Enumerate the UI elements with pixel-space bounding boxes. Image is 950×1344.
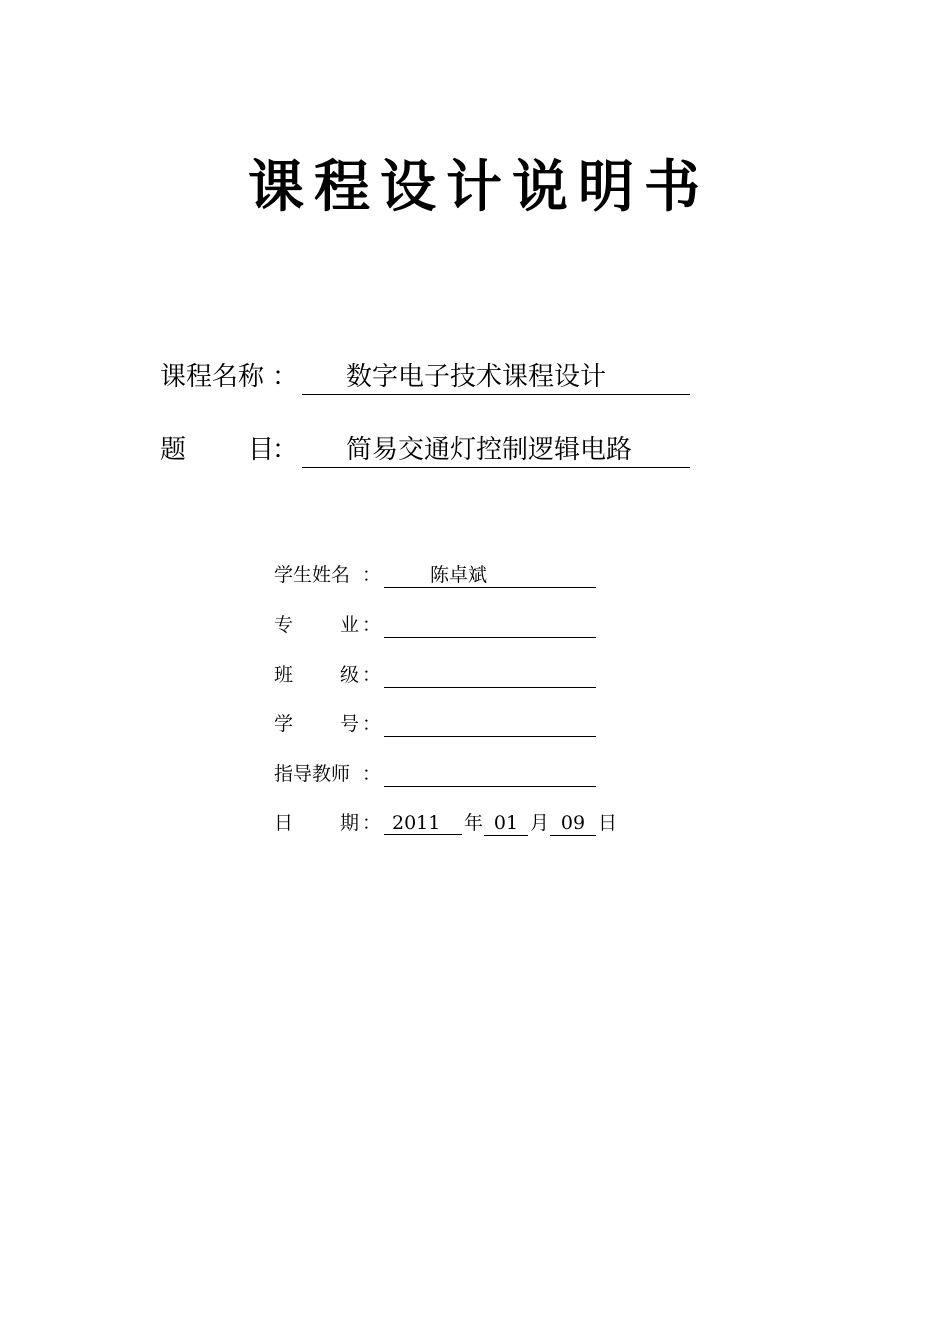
major-field[interactable] — [384, 611, 596, 638]
date-day-field[interactable]: 09 — [550, 809, 596, 836]
date-label-first: 日 — [274, 812, 294, 834]
topic-row — [160, 432, 700, 468]
student-name-colon: ： — [362, 564, 382, 586]
date-year-unit: 年 — [464, 812, 484, 834]
advisor-colon: ： — [362, 763, 382, 785]
major-label-first: 专 — [274, 614, 294, 636]
course-name-row — [160, 359, 700, 395]
advisor-field[interactable] — [384, 760, 596, 787]
topic-field[interactable] — [302, 432, 690, 468]
page-title: 课程设计说明书 — [248, 155, 710, 220]
student-name-value: 陈卓斌 — [430, 564, 488, 586]
class-label-first: 班 — [274, 664, 294, 686]
major-label-second: 业 — [340, 614, 360, 636]
student-id-label-second: 号 — [340, 713, 360, 735]
advisor-label: 指导教师 — [274, 763, 351, 785]
class-row — [274, 661, 614, 689]
course-name-label: 课程名称 — [160, 362, 265, 392]
student-id-row — [274, 710, 614, 738]
date-year-field[interactable]: 2011 — [384, 809, 462, 835]
date-row — [274, 809, 634, 837]
class-field[interactable] — [384, 661, 596, 688]
topic-label-second: 目 — [248, 435, 275, 465]
date-colon: ： — [362, 812, 382, 834]
student-id-field[interactable] — [384, 710, 596, 737]
date-day-unit: 日 — [598, 812, 618, 834]
student-id-label-first: 学 — [274, 713, 294, 735]
advisor-row — [274, 760, 614, 788]
student-name-label: 学生姓名 — [274, 564, 351, 586]
date-label-second: 期 — [340, 812, 360, 834]
class-colon: ： — [362, 664, 382, 686]
course-name-value: 数字电子技术课程设计 — [346, 362, 607, 392]
course-name-field[interactable] — [302, 359, 690, 395]
class-label-second: 级 — [340, 664, 360, 686]
topic-label-first: 题 — [160, 435, 187, 465]
date-month-unit: 月 — [530, 812, 550, 834]
topic-value: 简易交通灯控制逻辑电路 — [346, 435, 633, 465]
student-id-colon: ： — [362, 713, 382, 735]
course-name-colon: ： — [272, 362, 299, 392]
topic-colon: ： — [272, 435, 299, 465]
date-month-field[interactable]: 01 — [484, 809, 528, 836]
student-name-row — [274, 561, 614, 589]
major-colon: ： — [362, 614, 382, 636]
student-name-field[interactable] — [384, 561, 596, 588]
major-row — [274, 611, 614, 639]
